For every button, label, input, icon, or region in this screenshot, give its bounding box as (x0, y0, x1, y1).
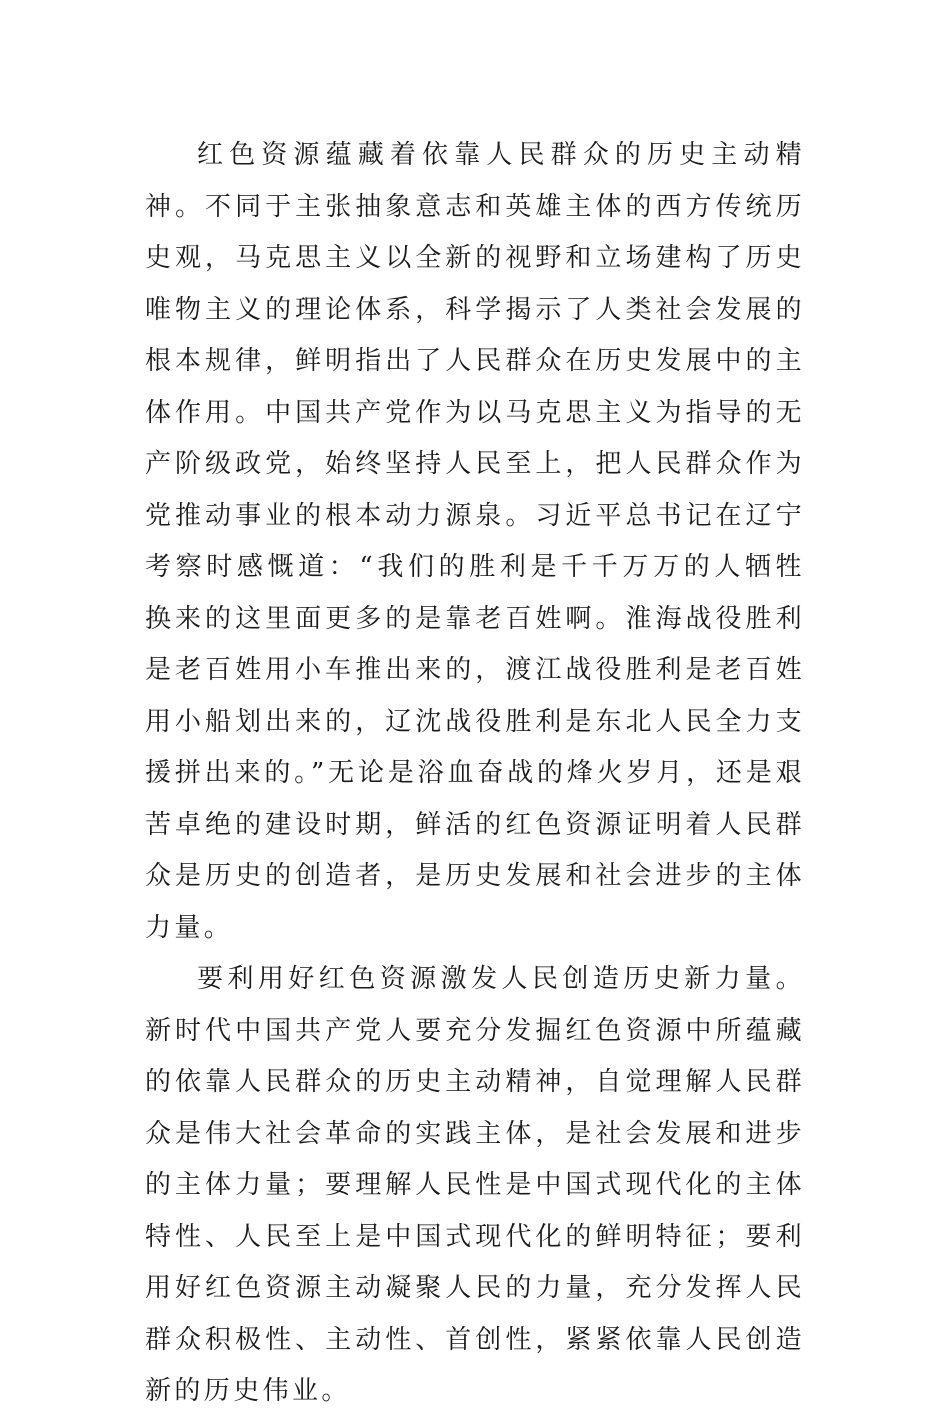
paragraph-2: 要利用好红色资源激发人民创造历史新力量。新时代中国共产党人要充分发掘红色资源中所蕴藏的依靠人民群众的历史主动精神，自觉理解人民群众是伟大社会革命的实践主体，是社会发展和进步的主体力量；要理解人民性是中国式现代化的主体特性、人民至上是中国式现代化的鲜明特征；要利用好红色资源主动凝聚人民的力量，充分发挥人民群众积极性、主动性、首创性，紧紧依靠人民创造新的历史伟业。 (145, 964, 805, 1406)
document-body (145, 130, 805, 1418)
paragraph-1: 红色资源蕴藏着依靠人民群众的历史主动精神。不同于主张抽象意志和英雄主体的西方传统历史观，马克思主义以全新的视野和立场建构了历史唯物主义的理论体系，科学揭示了人类社会发展的根本规律，鲜明指出了人民群众在历史发展中的主体作用。中国共产党作为以马克思主义为指导的无产阶级政党，始终坚持人民至上，把人民群众作为党推动事业的根本动力源泉。习近平总书记在辽宁考察时感慨道：“我们的胜利是千千万万的人牺牲换来的这里面更多的是靠老百姓啊。淮海战役胜利是老百姓用小车推出来的，渡江战役胜利是老百姓用小船划出来的，辽沈战役胜利是东北人民全力支援拼出来的。”无论是浴血奋战的烽火岁月，还是艰苦卓绝的建设时期，鲜活的红色资源证明着人民群众是历史的创造者，是历史发展和社会进步的主体力量。 (145, 140, 805, 943)
